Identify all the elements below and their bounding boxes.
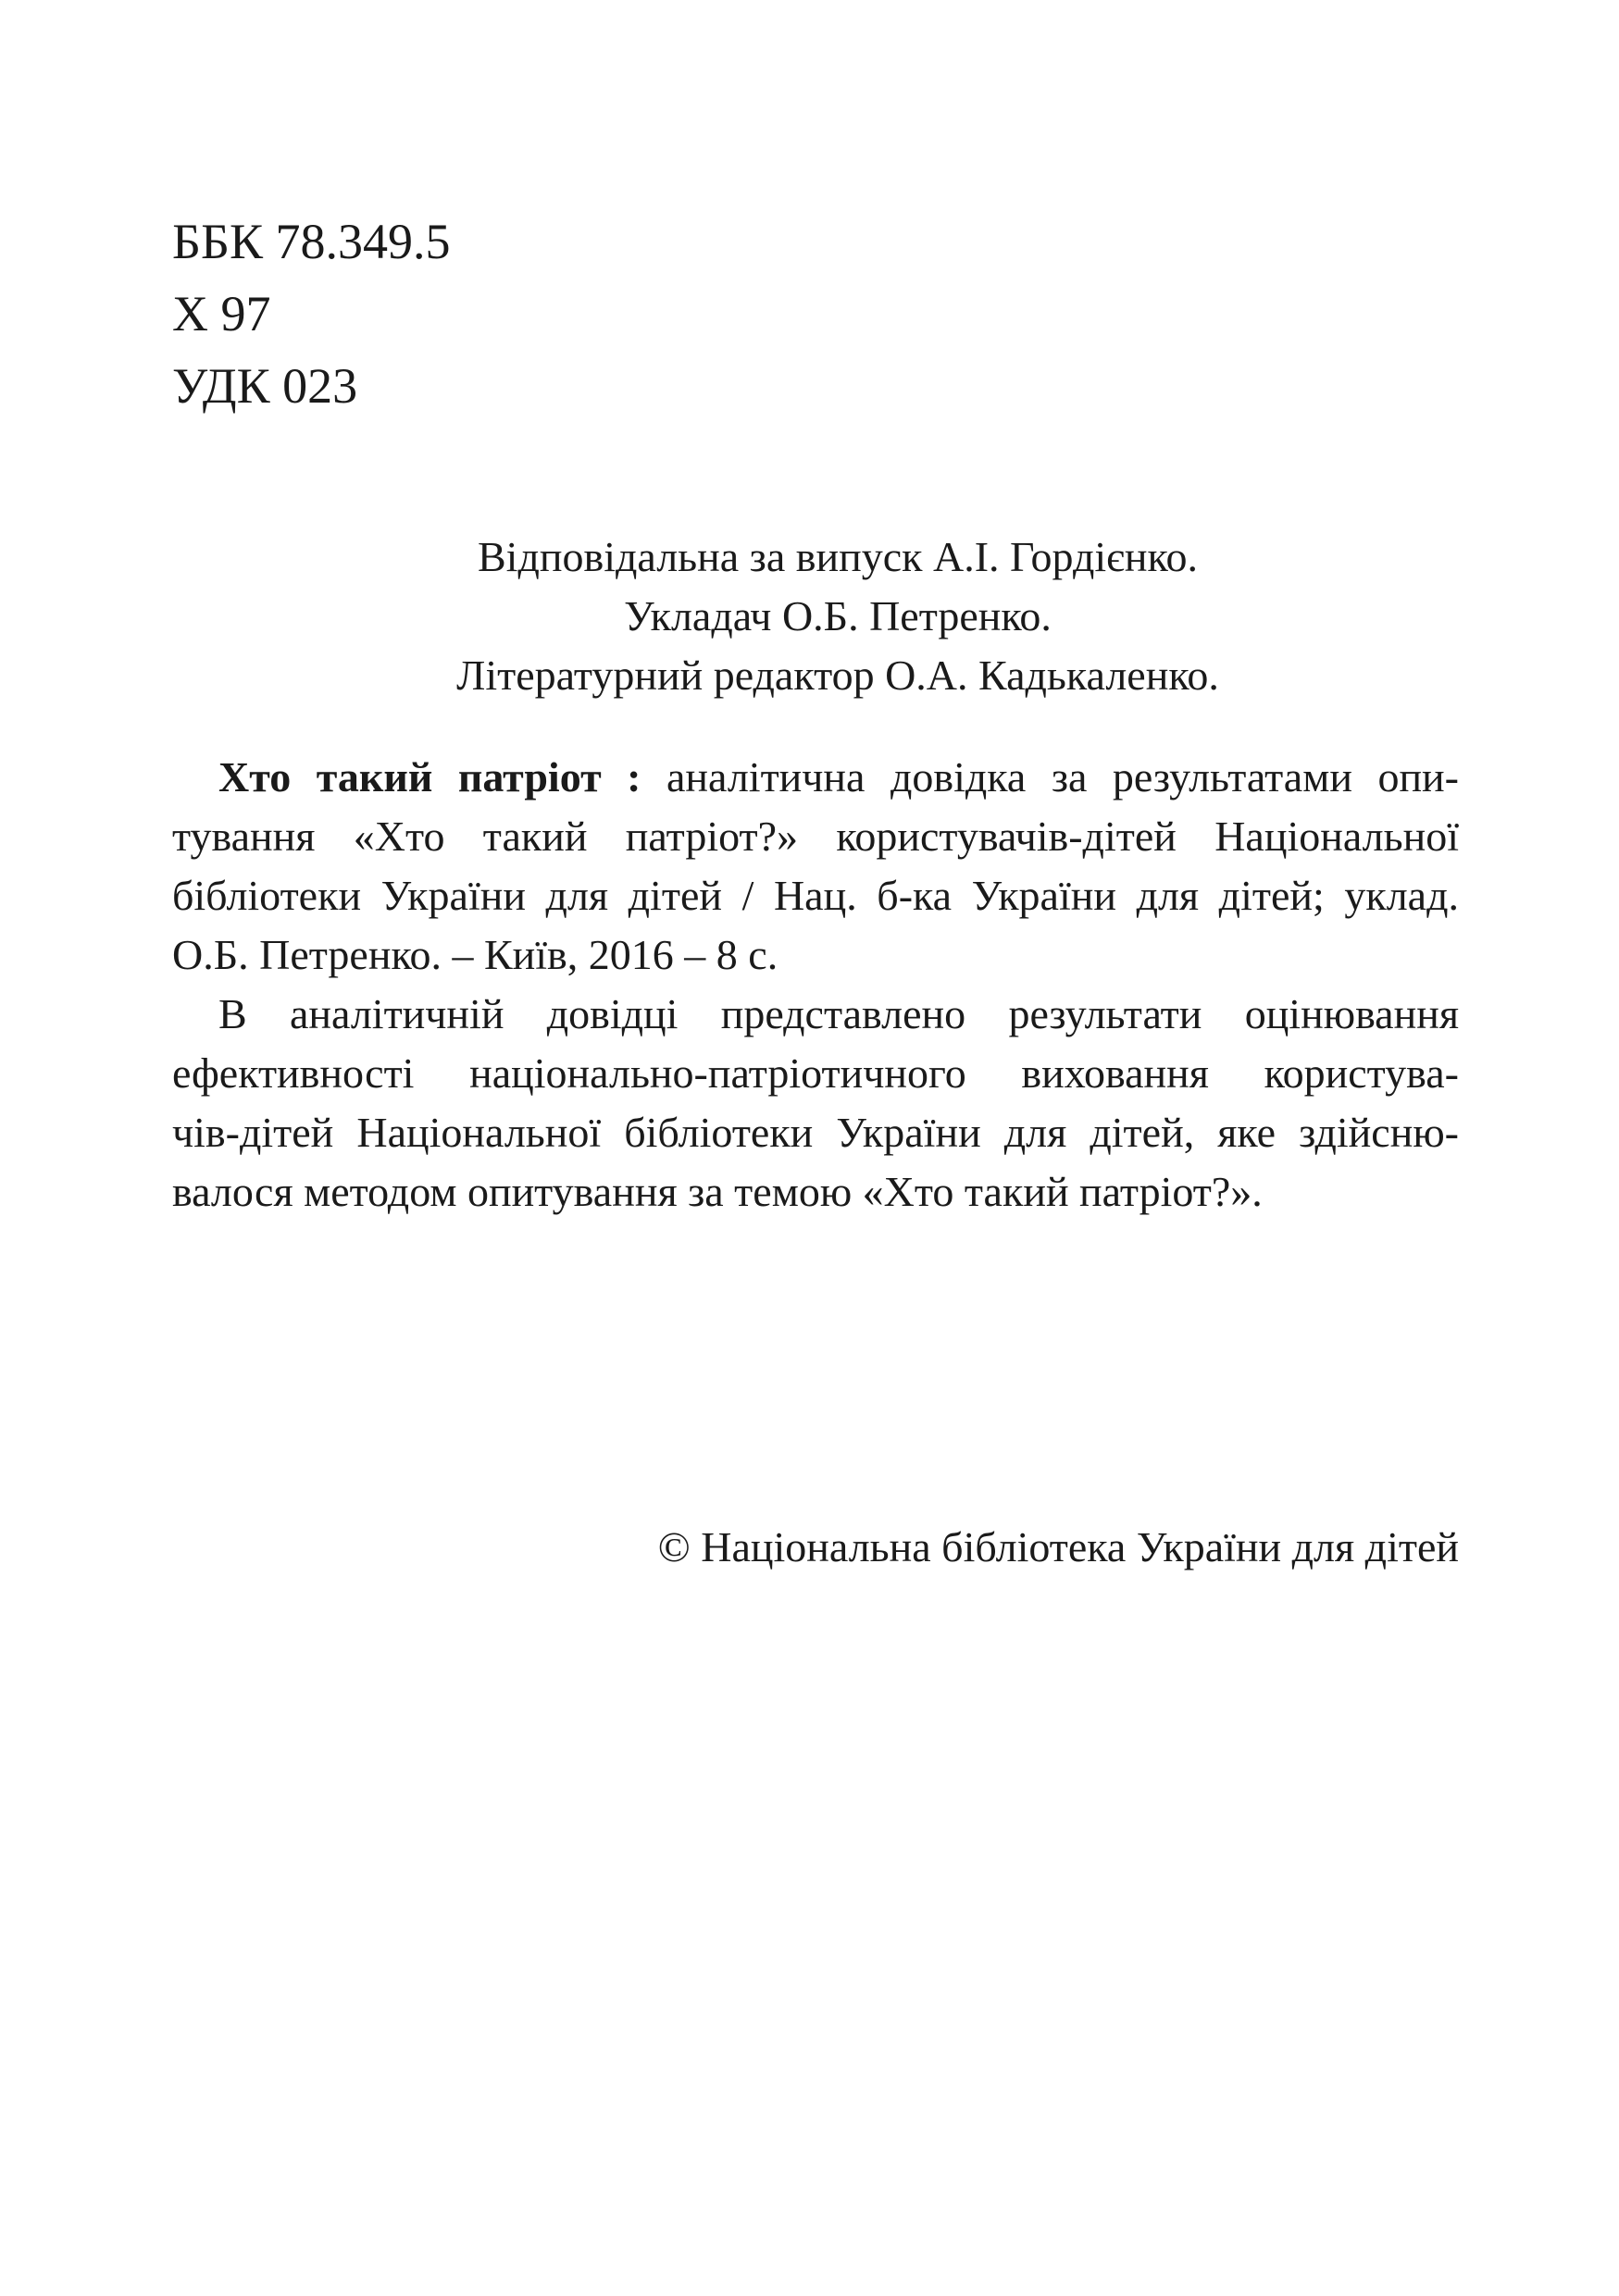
literary-editor: Літературний редактор О.А. Кадькаленко.	[456, 652, 1219, 699]
bibliographic-line-3: бібліотеки України для дітей / Нац. б-ка України для дітей; уклад.	[172, 872, 1459, 919]
bibliographic-line-1-rest: аналітична довідка за результатами опи-	[641, 753, 1459, 800]
bibliographic-line-2: тування «Хто такий патріот?» користувачів-дітей Національної	[172, 813, 1459, 860]
credits-block	[370, 527, 1305, 705]
udk-code: УДК 023	[172, 358, 358, 414]
book-title: Хто такий патріот :	[218, 753, 641, 800]
responsible-person: Відповідальна за випуск А.І. Гордієнко.	[477, 533, 1199, 580]
annotation-line-3: чів-дітей Національної бібліотеки України для дітей, яке здійсню-	[172, 1109, 1459, 1156]
annotation-line-4: валося методом опитування за темою «Хто такий патріот?».	[172, 1168, 1263, 1215]
author-mark: Х 97	[172, 286, 271, 341]
compiler: Укладач О.Б. Петренко.	[624, 592, 1052, 639]
annotation-line-2: ефективності національно-патріотичного виховання користува-	[172, 1049, 1459, 1097]
bbk-code: ББК 78.349.5	[172, 214, 451, 269]
bibliographic-description	[172, 748, 1459, 1222]
annotation-line-1: В аналітичній довідці представлено результати оцінювання	[218, 990, 1459, 1037]
classification-codes	[172, 205, 451, 422]
bibliographic-line-4: О.Б. Петренко. – Київ, 2016 – 8 с.	[172, 931, 778, 978]
copyright-notice: © Національна бібліотека України для дітей	[657, 1523, 1459, 1570]
bibliographic-line-1	[172, 748, 1459, 807]
